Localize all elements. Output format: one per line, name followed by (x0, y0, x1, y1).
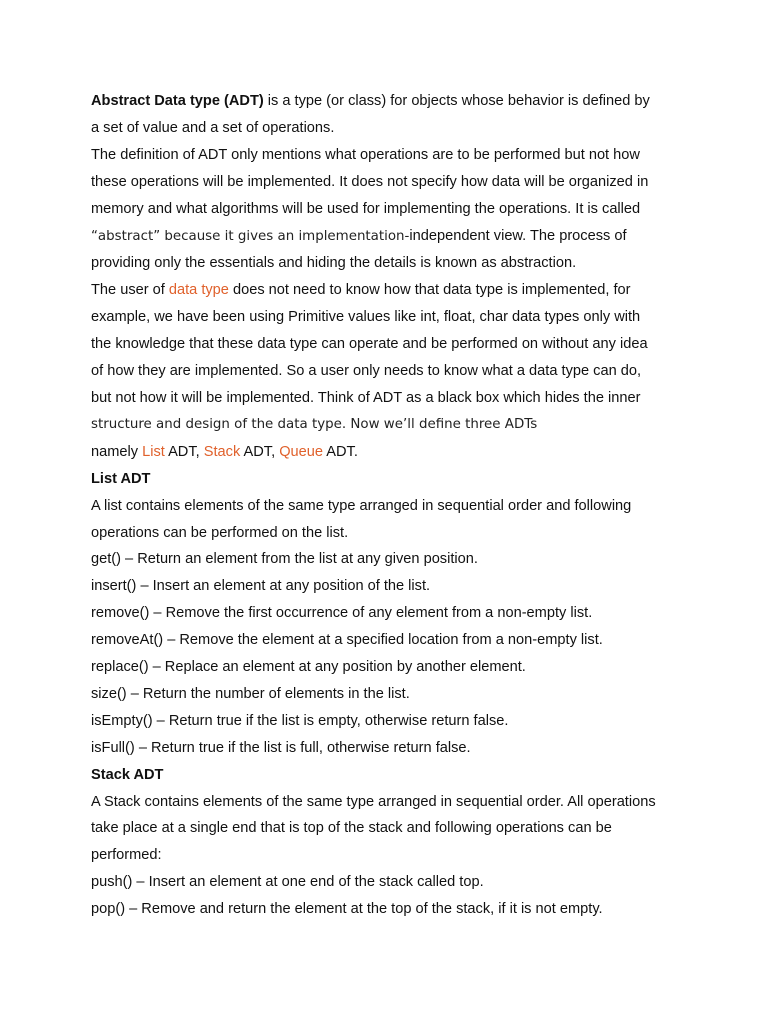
stack-link[interactable]: Stack (203, 443, 241, 460)
intro-line-1-rest: is a type (or class) for objects whose behavior is defined by (263, 93, 650, 109)
user-line-5: but not how it will be implemented. Think of ADT as a black box which hides the inner (91, 389, 641, 406)
stack-op-pop: pop() – Remove and return the element at the top of the stack, if it is not empty. (91, 901, 603, 918)
list-op-insert: insert() – Insert an element at any position of the list. (91, 578, 431, 595)
user-line-7 (91, 439, 691, 466)
list-op-remove: remove() – Remove the first occurrence of any element from a non-empty list. (91, 605, 593, 622)
list-op-removeat: removeAt() – Remove the element at a specified location from a non-empty list. (91, 632, 603, 649)
list-op-isempty: isEmpty() – Return true if the list is empty, otherwise return false. (91, 712, 509, 729)
intro-line-4: these operations will be implemented. It does not specify how data will be organized in (91, 173, 649, 190)
intro-line-7: providing only the essentials and hiding the details is known as abstraction. (91, 255, 577, 272)
user-line-2: example, we have been using Primitive values like int, float, char data types only with (91, 309, 641, 326)
intro-line-5: memory and what algorithms will be used for implementing the operations. It is called (91, 200, 641, 217)
list-adt-heading: List ADT (91, 470, 151, 487)
document-page (91, 88, 691, 923)
intro-line-1 (91, 88, 691, 115)
list-adt-desc-2: operations can be performed on the list. (91, 524, 349, 541)
user-line-3: the knowledge that these data type can operate and be performed on without any idea (91, 336, 648, 353)
intro-line-3: The definition of ADT only mentions what operations are to be performed but not how (91, 146, 640, 163)
list-op-replace: replace() – Replace an element at any position by another element. (91, 659, 526, 676)
list-op-get: get() – Return an element from the list at any given position. (91, 551, 478, 568)
intro-line-2: a set of value and a set of operations. (91, 119, 335, 136)
user-line-7-part-a: namely (91, 443, 143, 460)
list-op-isfull: isFull() – Return true if the list is full, otherwise return false. (91, 739, 471, 756)
stack-op-push: push() – Insert an element at one end of the stack called top. (91, 874, 484, 891)
user-line-7-part-c: ADT, (240, 443, 280, 460)
stack-adt-desc-3: performed: (91, 847, 162, 864)
stack-adt-desc-2: take place at a single end that is top of the stack and following operations can be (91, 820, 612, 837)
adt-term: Abstract Data type (ADT) (91, 93, 264, 109)
intro-line-6-part-a: “abstract” because it gives an implementation- (91, 228, 410, 244)
stack-adt-desc-1: A Stack contains elements of the same type arranged in sequential order. All operations (91, 793, 656, 810)
queue-link[interactable]: Queue (279, 443, 324, 460)
user-line-1-part-b: does not need to know how that data type is implemented, for (228, 282, 631, 299)
intro-line-6-part-b: independent view. The process of (409, 227, 627, 244)
list-link[interactable]: List (142, 443, 165, 460)
user-line-6: structure and design of the data type. Now we’ll define three ADTs (91, 416, 538, 432)
intro-line-6 (91, 223, 691, 251)
user-line-1 (91, 277, 691, 304)
user-line-1-part-a: The user of (91, 282, 169, 299)
stack-adt-heading: Stack ADT (91, 766, 164, 783)
data-type-link[interactable]: data type (168, 282, 229, 299)
list-op-size: size() – Return the number of elements in the list. (91, 685, 410, 702)
user-line-7-part-b: ADT, (164, 443, 204, 460)
list-adt-desc-1: A list contains elements of the same type arranged in sequential order and following (91, 497, 632, 514)
user-line-7-part-d: ADT. (323, 443, 358, 460)
user-line-4: of how they are implemented. So a user only needs to know what a data type can do, (91, 363, 642, 380)
